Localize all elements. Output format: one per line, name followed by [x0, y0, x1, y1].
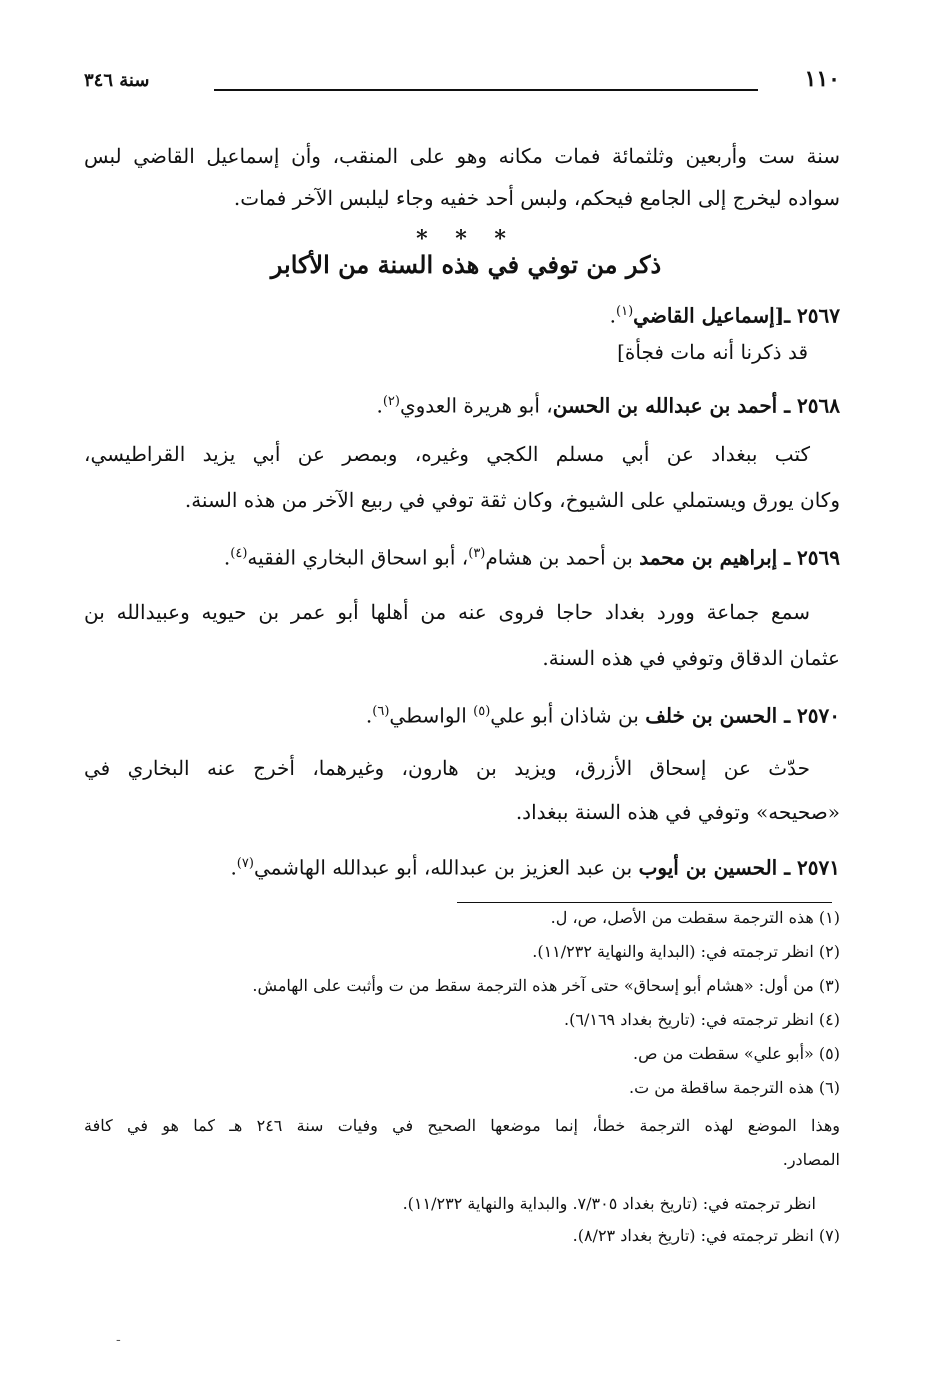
intro-line-2: سواده ليخرج إلى الجامع فيحكم، ولبس أحد خفيه وجاء ليلبس الآخر فمات. — [233, 186, 840, 210]
footnote-ref-4: (٤) — [230, 546, 248, 561]
footnote-6-reference: انظر ترجمته في: (تاريخ بغداد ٧/٣٠٥. والبداية والنهاية ١١/٢٣٢). — [402, 1194, 816, 1213]
footnote-ref-5: (٥) — [473, 704, 491, 719]
footnote-6-note-line-2: المصادر. — [782, 1150, 840, 1169]
entry-2569-kunya: ، أبو اسحاق البخاري الفقيه — [247, 545, 469, 570]
entry-2570-body-1: حدّث عن إسحاق الأزرق، ويزيد بن هارون، وغيرهما، أخرج عنه البخاري في — [84, 756, 810, 780]
entry-2569-body-2: عثمان الدقاق وتوفي في هذه السنة. — [542, 646, 840, 670]
footnote-ref-7: (٧) — [236, 856, 254, 871]
entry-2568-body-2: وكان يورق ويستملي على الشيوخ، وكان ثقة توفي في ربيع الآخر من هذه السنة. — [184, 488, 840, 512]
entry-2568-heading — [84, 386, 840, 422]
entry-2569-lineage: بن أحمد بن هشام — [485, 545, 640, 570]
entry-2571-heading — [84, 848, 840, 884]
entry-2570-nisba: الواسطي — [389, 703, 474, 728]
footnote-3: (٣) من أول: «هشام أبو إسحاق» حتى آخر هذه الترجمة سقط من ت وأثبت على الهامش. — [252, 976, 840, 995]
entry-2567-note: قد ذكرنا أنه مات فجأة] — [617, 340, 808, 364]
entry-2568-tail: . — [376, 393, 383, 418]
footnote-6-note-line-1: وهذا الموضع لهذه الترجمة خطأ، إنما موضعها الصحيح في وفيات سنة ٢٤٦ هـ كما هو في كافة — [84, 1116, 841, 1135]
entry-2569-body-1: سمع جماعة وورد بغداد حاجا فروى عنه من أهلها أبو عمر بن حيويه وعبيدالله بن — [84, 600, 810, 624]
footnote-7: (٧) انظر ترجمته في: (تاريخ بغداد ٨/٢٣). — [572, 1226, 840, 1245]
entry-2569-name: ٢٥٦٩ ـ إبراهيم بن محمد — [639, 545, 840, 570]
header-rule — [214, 89, 758, 91]
entry-2569-heading — [84, 538, 840, 574]
running-header-year: سنة ٣٤٦ — [84, 70, 150, 91]
entry-2568-name: ٢٥٦٨ ـ أحمد بن عبدالله بن الحسن — [552, 393, 840, 418]
entry-2567-heading — [84, 296, 840, 332]
intro-line-1: سنة ست وأربعين وثلثمائة فمات مكانه وهو على المنقب، وأن إسماعيل القاضي لبس — [84, 144, 840, 168]
entry-2570-heading — [84, 696, 840, 732]
entry-2567-name: ٢٥٦٧ ـ[إسماعيل القاضي — [633, 303, 840, 328]
entry-2568-body-1: كتب ببغداد عن أبي مسلم الكجي وغيره، وبمصر عن أبي يزيد القراطيسي، — [84, 442, 811, 466]
footnote-1: (١) هذه الترجمة سقطت من الأصل، ص، ل. — [550, 908, 840, 927]
entry-2570-name: ٢٥٧٠ ـ الحسن بن خلف — [645, 703, 840, 728]
footnote-ref-2: (٢) — [382, 394, 400, 409]
entry-2570-tail: . — [365, 703, 373, 728]
section-separator: * * * — [416, 226, 516, 252]
footnote-2: (٢) انظر ترجمته في: (البداية والنهاية ١١/٢٣٢). — [532, 942, 840, 961]
entry-2571-lineage: بن عبد العزيز بن عبدالله، أبو عبدالله الهاشمي — [253, 855, 639, 880]
entry-2567-tail: . — [609, 303, 617, 328]
footnote-ref-3: (٣) — [468, 546, 486, 561]
page-number: ١١٠ — [804, 66, 840, 92]
footnote-6: (٦) هذه الترجمة ساقطة من ت. — [629, 1078, 840, 1097]
entry-2570-body-2: «صحيحه» وتوفي في هذه السنة ببغداد. — [515, 800, 840, 824]
entry-2571-name: ٢٥٧١ ـ الحسين بن أيوب — [638, 855, 840, 880]
entry-2568-kunya: ، أبو هريرة العدوي — [399, 393, 553, 418]
footnote-ref-1: (١) — [616, 304, 634, 319]
entry-2570-lineage: بن شاذان أبو علي — [490, 703, 646, 728]
footnote-separator — [457, 902, 832, 903]
footnote-4: (٤) انظر ترجمته في: (تاريخ بغداد ٦/١٦٩). — [564, 1010, 840, 1029]
entry-2571-tail: . — [230, 855, 237, 880]
footnote-ref-6: (٦) — [372, 704, 390, 719]
footnote-5: (٥) «أبو علي» سقطت من ص. — [633, 1044, 840, 1063]
entry-2569-tail: . — [223, 545, 231, 570]
section-title: ذكر من توفي في هذه السنة من الأكابر — [270, 250, 662, 279]
stray-mark: - — [116, 1332, 121, 1348]
